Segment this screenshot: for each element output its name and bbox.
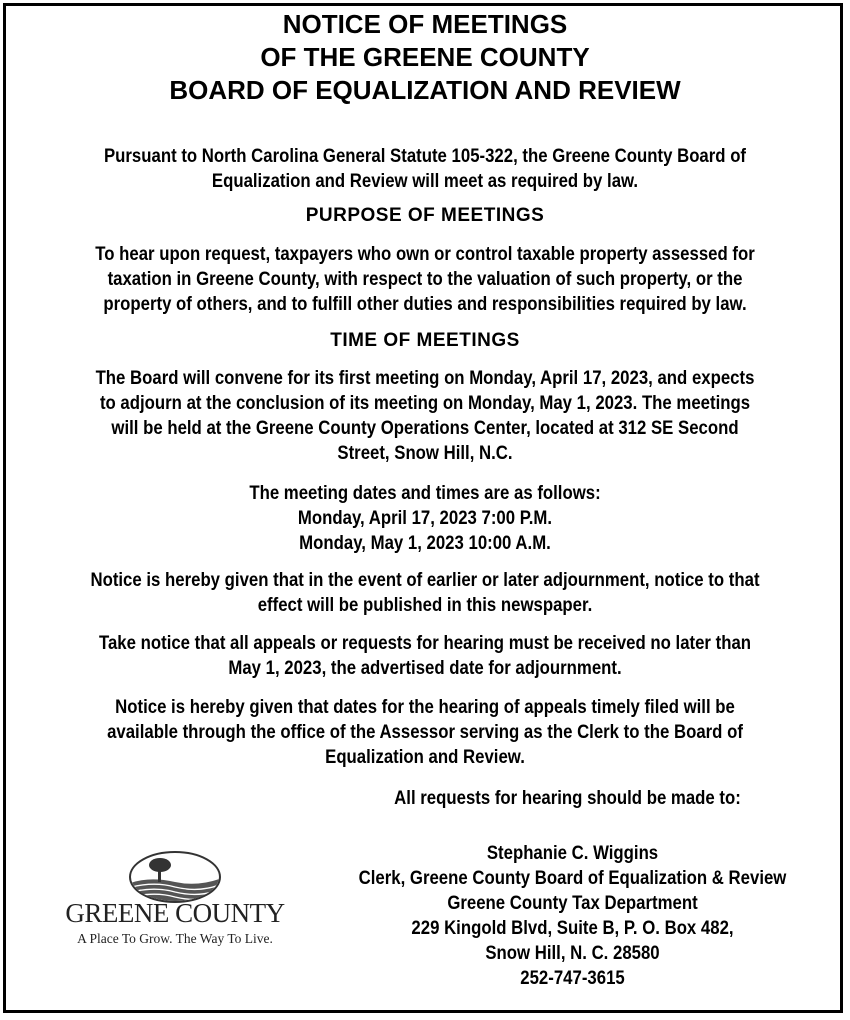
contact-address: Snow Hill, N. C. 28580	[485, 942, 660, 964]
purpose-line: To hear upon request, taxpayers who own or control taxable property assessed for	[95, 243, 755, 265]
time-line: Street, Snow Hill, N.C.	[337, 442, 513, 464]
logo-county-name: GREENE COUNTY	[65, 898, 285, 928]
hearing-dates-notice	[60, 695, 791, 770]
schedule-date: Monday, May 1, 2023 10:00 A.M.	[299, 532, 551, 554]
time-heading: TIME OF MEETINGS	[330, 330, 520, 351]
contact-phone: 252-747-3615	[520, 967, 625, 989]
greene-county-logo	[30, 850, 320, 950]
appeals-notice	[60, 631, 791, 681]
contact-name: Stephanie C. Wiggins	[486, 842, 659, 864]
title-line: NOTICE OF MEETINGS	[282, 9, 568, 39]
tree-landscape-emblem-icon	[128, 850, 222, 904]
time-paragraph	[60, 366, 791, 466]
intro-line: Pursuant to North Carolina General Statute 105-322, the Greene County Board of	[103, 145, 747, 167]
requests-line: All requests for hearing should be made to:	[394, 787, 741, 809]
notice-line: Equalization and Review.	[325, 746, 525, 768]
time-line: The Board will convene for its first meeting on Monday, April 17, 2023, and expects	[95, 367, 755, 389]
purpose-paragraph	[60, 242, 791, 317]
contact-block	[338, 841, 807, 991]
time-line: will be held at the Greene County Operations Center, located at 312 SE Second	[111, 417, 739, 439]
purpose-line: property of others, and to fulfill other duties and responsibilities required by law.	[103, 293, 747, 315]
contact-address: 229 Kingold Blvd, Suite B, P. O. Box 482,	[411, 917, 734, 939]
notice-line: May 1, 2023, the advertised date for adjournment.	[228, 657, 622, 679]
purpose-heading: PURPOSE OF MEETINGS	[305, 205, 545, 226]
notice-title	[0, 8, 850, 107]
intro-paragraph	[60, 144, 791, 194]
time-line: to adjourn at the conclusion of its meeting on Monday, May 1, 2023. The meetings	[99, 392, 751, 414]
schedule-block	[60, 481, 791, 556]
schedule-intro: The meeting dates and times are as follows:	[249, 482, 601, 504]
title-line: OF THE GREENE COUNTY	[260, 42, 590, 72]
notice-line: Notice is hereby given that in the event of earlier or later adjournment, notice to that	[90, 569, 760, 591]
contact-role: Clerk, Greene County Board of Equalization & Review	[358, 867, 787, 889]
notice-line: effect will be published in this newspaper.	[257, 594, 593, 616]
contact-department: Greene County Tax Department	[447, 892, 698, 914]
adjournment-notice	[60, 568, 791, 618]
notice-line: available through the office of the Assessor serving as the Clerk to the Board of	[107, 721, 743, 743]
logo-tagline: A Place To Grow. The Way To Live.	[77, 931, 273, 946]
title-line: BOARD OF EQUALIZATION AND REVIEW	[169, 75, 681, 105]
purpose-line: taxation in Greene County, with respect to the valuation of such property, or the	[107, 268, 743, 290]
intro-line: Equalization and Review will meet as required by law.	[211, 170, 639, 192]
notice-line: Take notice that all appeals or requests for hearing must be received no later than	[98, 632, 752, 654]
schedule-date: Monday, April 17, 2023 7:00 P.M.	[297, 507, 553, 529]
notice-line: Notice is hereby given that dates for the hearing of appeals timely filed will be	[115, 696, 735, 718]
